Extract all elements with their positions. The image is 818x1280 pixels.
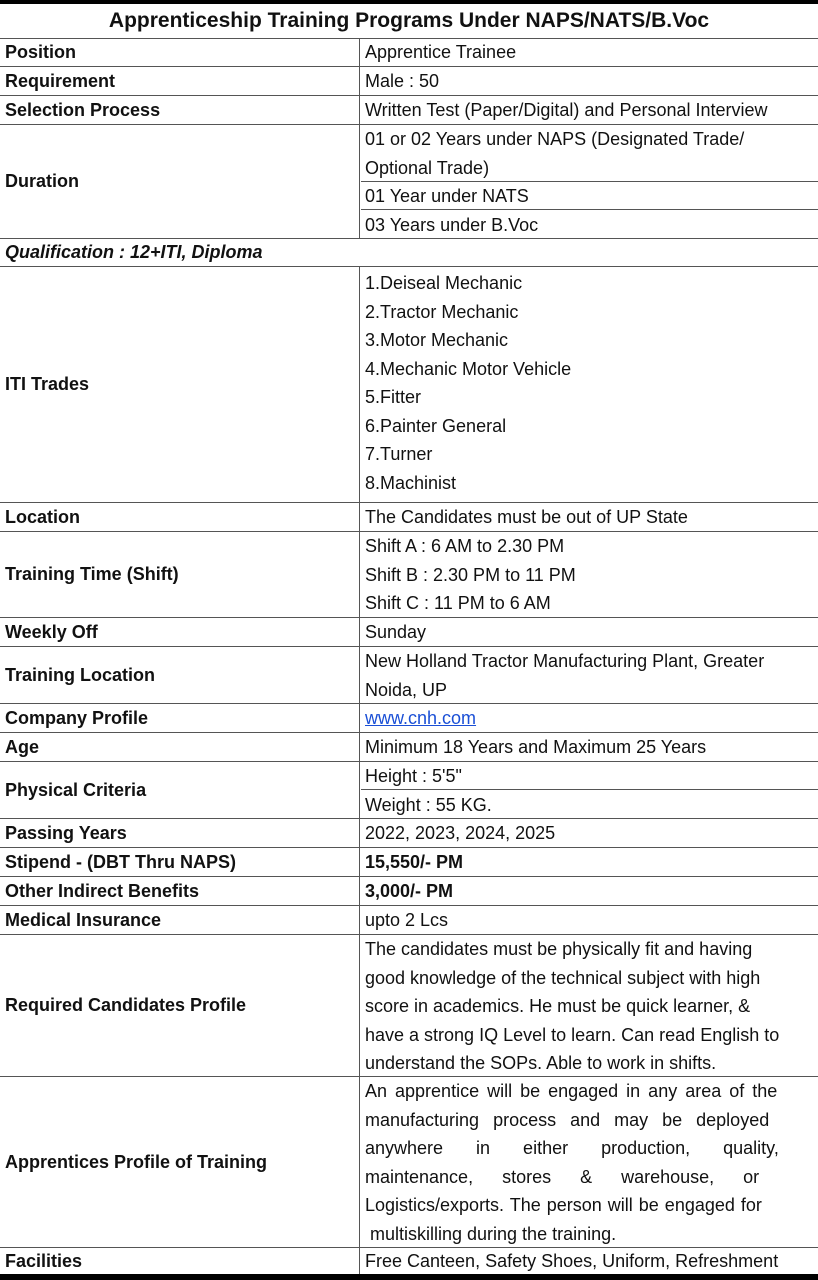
list-item: 4.Mechanic Motor Vehicle [365,358,572,379]
row-qualification [0,239,818,267]
value-training-location: New Holland Tractor Manufacturing Plant, Greater Noida, UP [365,651,765,700]
label-passing-years: Passing Years [0,819,360,847]
duration-naps: 01 or 02 Years under NAPS (Designated Trade/ Optional Trade) [361,125,818,182]
row-duration [0,125,818,239]
row-passing-years [0,819,818,848]
value-weekly-off: Sunday [365,622,427,642]
label-duration: Duration [0,125,360,238]
row-training-time [0,532,818,618]
label-training-time: Training Time (Shift) [0,532,360,617]
duration-bvoc: 03 Years under B.Voc [365,215,539,235]
label-position: Position [0,38,360,66]
label-location: Location [0,503,360,531]
list-item: 8.Machinist [365,472,457,493]
row-indirect-benefits [0,877,818,906]
document-sheet [0,4,818,1274]
value-iti-trades [361,267,818,502]
value-candidates-profile: The candidates must be physically fit and having good knowledge of the technical subject with high score in academics. He must be quick learner, & have a strong IQ Level to learn. Can read English to understand the SOPs. Able to work in shifts. [365,939,780,1073]
value-age: Minimum 18 Years and Maximum 25 Years [365,737,707,757]
row-requirement [0,67,818,96]
shift-c: Shift C : 11 PM to 6 AM [365,593,551,613]
label-stipend: Stipend - (DBT Thru NAPS) [0,848,360,876]
label-facilities: Facilities [0,1248,360,1274]
value-facilities: Free Canteen, Safety Shoes, Uniform, Refreshment [365,1251,779,1271]
value-passing-years: 2022, 2023, 2024, 2025 [365,823,556,843]
row-apprentices-profile [0,1077,818,1248]
row-stipend [0,848,818,877]
value-training-time [361,532,818,617]
row-weekly-off [0,618,818,647]
value-apprentices-profile: An apprentice will be engaged in any area of the manufacturing process and may be deployed anywhere in either production, quality, maintenance, stores & warehouse, or Logistics/exports. The person will be engaged for multiskilling during the training. [365,1081,779,1244]
value-requirement: Male : 50 [365,71,440,91]
label-age: Age [0,733,360,761]
value-position: Apprentice Trainee [365,42,517,62]
row-company-profile [0,704,818,733]
list-item: 1.Deiseal Mechanic [365,273,523,293]
row-training-location [0,647,818,704]
page-title: Apprenticeship Training Programs Under NAPS/NATS/B.Voc [0,4,818,39]
value-company-profile [361,704,818,732]
label-company-profile: Company Profile [0,704,360,732]
row-facilities [0,1248,818,1274]
list-item: 2.Tractor Mechanic [365,301,519,322]
list-item: 7.Turner [365,444,433,464]
value-stipend: 15,550/- PM [365,852,464,872]
duration-nats: 01 Year under NATS [361,182,818,210]
row-selection-process [0,96,818,125]
row-position [0,38,818,67]
label-candidates-profile: Required Candidates Profile [0,935,360,1076]
value-medical-insurance: upto 2 Lcs [365,910,449,930]
height-criteria: Height : 5'5" [361,762,818,790]
row-physical-criteria [0,762,818,819]
list-item: 3.Motor Mechanic [365,330,509,350]
label-selection-process: Selection Process [0,96,360,124]
list-item: 5.Fitter [365,387,422,407]
label-requirement: Requirement [0,67,360,95]
shift-b: Shift B : 2.30 PM to 11 PM [365,564,576,585]
label-weekly-off: Weekly Off [0,618,360,646]
row-location [0,503,818,532]
value-location: The Candidates must be out of UP State [365,507,688,527]
qualification-text: Qualification : 12+ITI, Diploma [5,242,263,262]
label-iti-trades: ITI Trades [0,267,360,502]
shift-a: Shift A : 6 AM to 2.30 PM [365,536,565,556]
row-medical-insurance [0,906,818,935]
value-selection-process: Written Test (Paper/Digital) and Personal Interview [365,100,768,120]
value-duration [361,125,818,238]
row-candidates-profile [0,935,818,1077]
label-indirect-benefits: Other Indirect Benefits [0,877,360,905]
label-training-location: Training Location [0,647,360,703]
label-medical-insurance: Medical Insurance [0,906,360,934]
label-physical-criteria: Physical Criteria [0,762,360,818]
weight-criteria: Weight : 55 KG. [365,795,492,815]
value-physical-criteria [361,762,818,818]
label-apprentices-profile: Apprentices Profile of Training [0,1077,360,1247]
list-item: 6.Painter General [365,415,507,436]
row-age [0,733,818,762]
row-iti-trades [0,267,818,503]
company-website-link[interactable]: www.cnh.com [365,708,477,728]
value-indirect-benefits: 3,000/- PM [365,881,454,901]
